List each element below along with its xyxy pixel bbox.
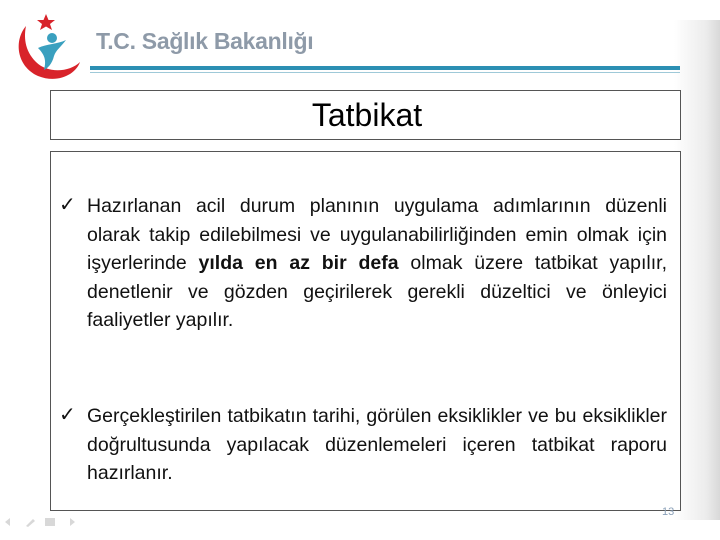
checkmark-icon: ✓ bbox=[59, 194, 76, 216]
bullet-item-2 bbox=[85, 402, 667, 488]
nav-next-icon[interactable] bbox=[64, 514, 76, 524]
ministry-name: T.C. Sağlık Bakanlığı bbox=[96, 28, 314, 54]
nav-menu-icon[interactable] bbox=[44, 514, 56, 524]
slide-nav-controls bbox=[4, 514, 76, 524]
page-number: 13 bbox=[662, 506, 675, 518]
bullet-item-1 bbox=[85, 192, 667, 335]
slide-title: Tatbikat bbox=[311, 96, 423, 133]
content-box bbox=[50, 151, 681, 511]
ministry-logo-icon bbox=[8, 4, 86, 84]
bullet-2-text: Gerçekleştirilen tatbikatın tarihi, görülen eksiklikler ve bu eksiklikler doğrultusunda yapılacak düzenlemeleri içeren tatbikat raporu hazırlanır. bbox=[87, 405, 667, 484]
title-box bbox=[50, 90, 681, 140]
nav-prev-icon[interactable] bbox=[4, 514, 16, 524]
bullet-1-text-after: olmak üzere tatbikat yapılır, denetlenir ve gözden geçirilerek gerekli düzeltici ve önleyici faaliyetler yapılır. bbox=[87, 252, 667, 331]
header-rule bbox=[90, 66, 680, 70]
bullet-1-text-before: Hazırlanan acil durum planının uygulama adımlarının düzenli olarak takip edilebilmesi ve uygulanabilirliğinden emin olmak için işyerlerinde bbox=[87, 195, 667, 274]
bullet-1-bold-text: yılda en az bir defa bbox=[198, 252, 399, 274]
header-rule-thin bbox=[90, 72, 680, 73]
checkmark-icon: ✓ bbox=[59, 404, 76, 426]
nav-edit-icon[interactable] bbox=[24, 514, 36, 524]
